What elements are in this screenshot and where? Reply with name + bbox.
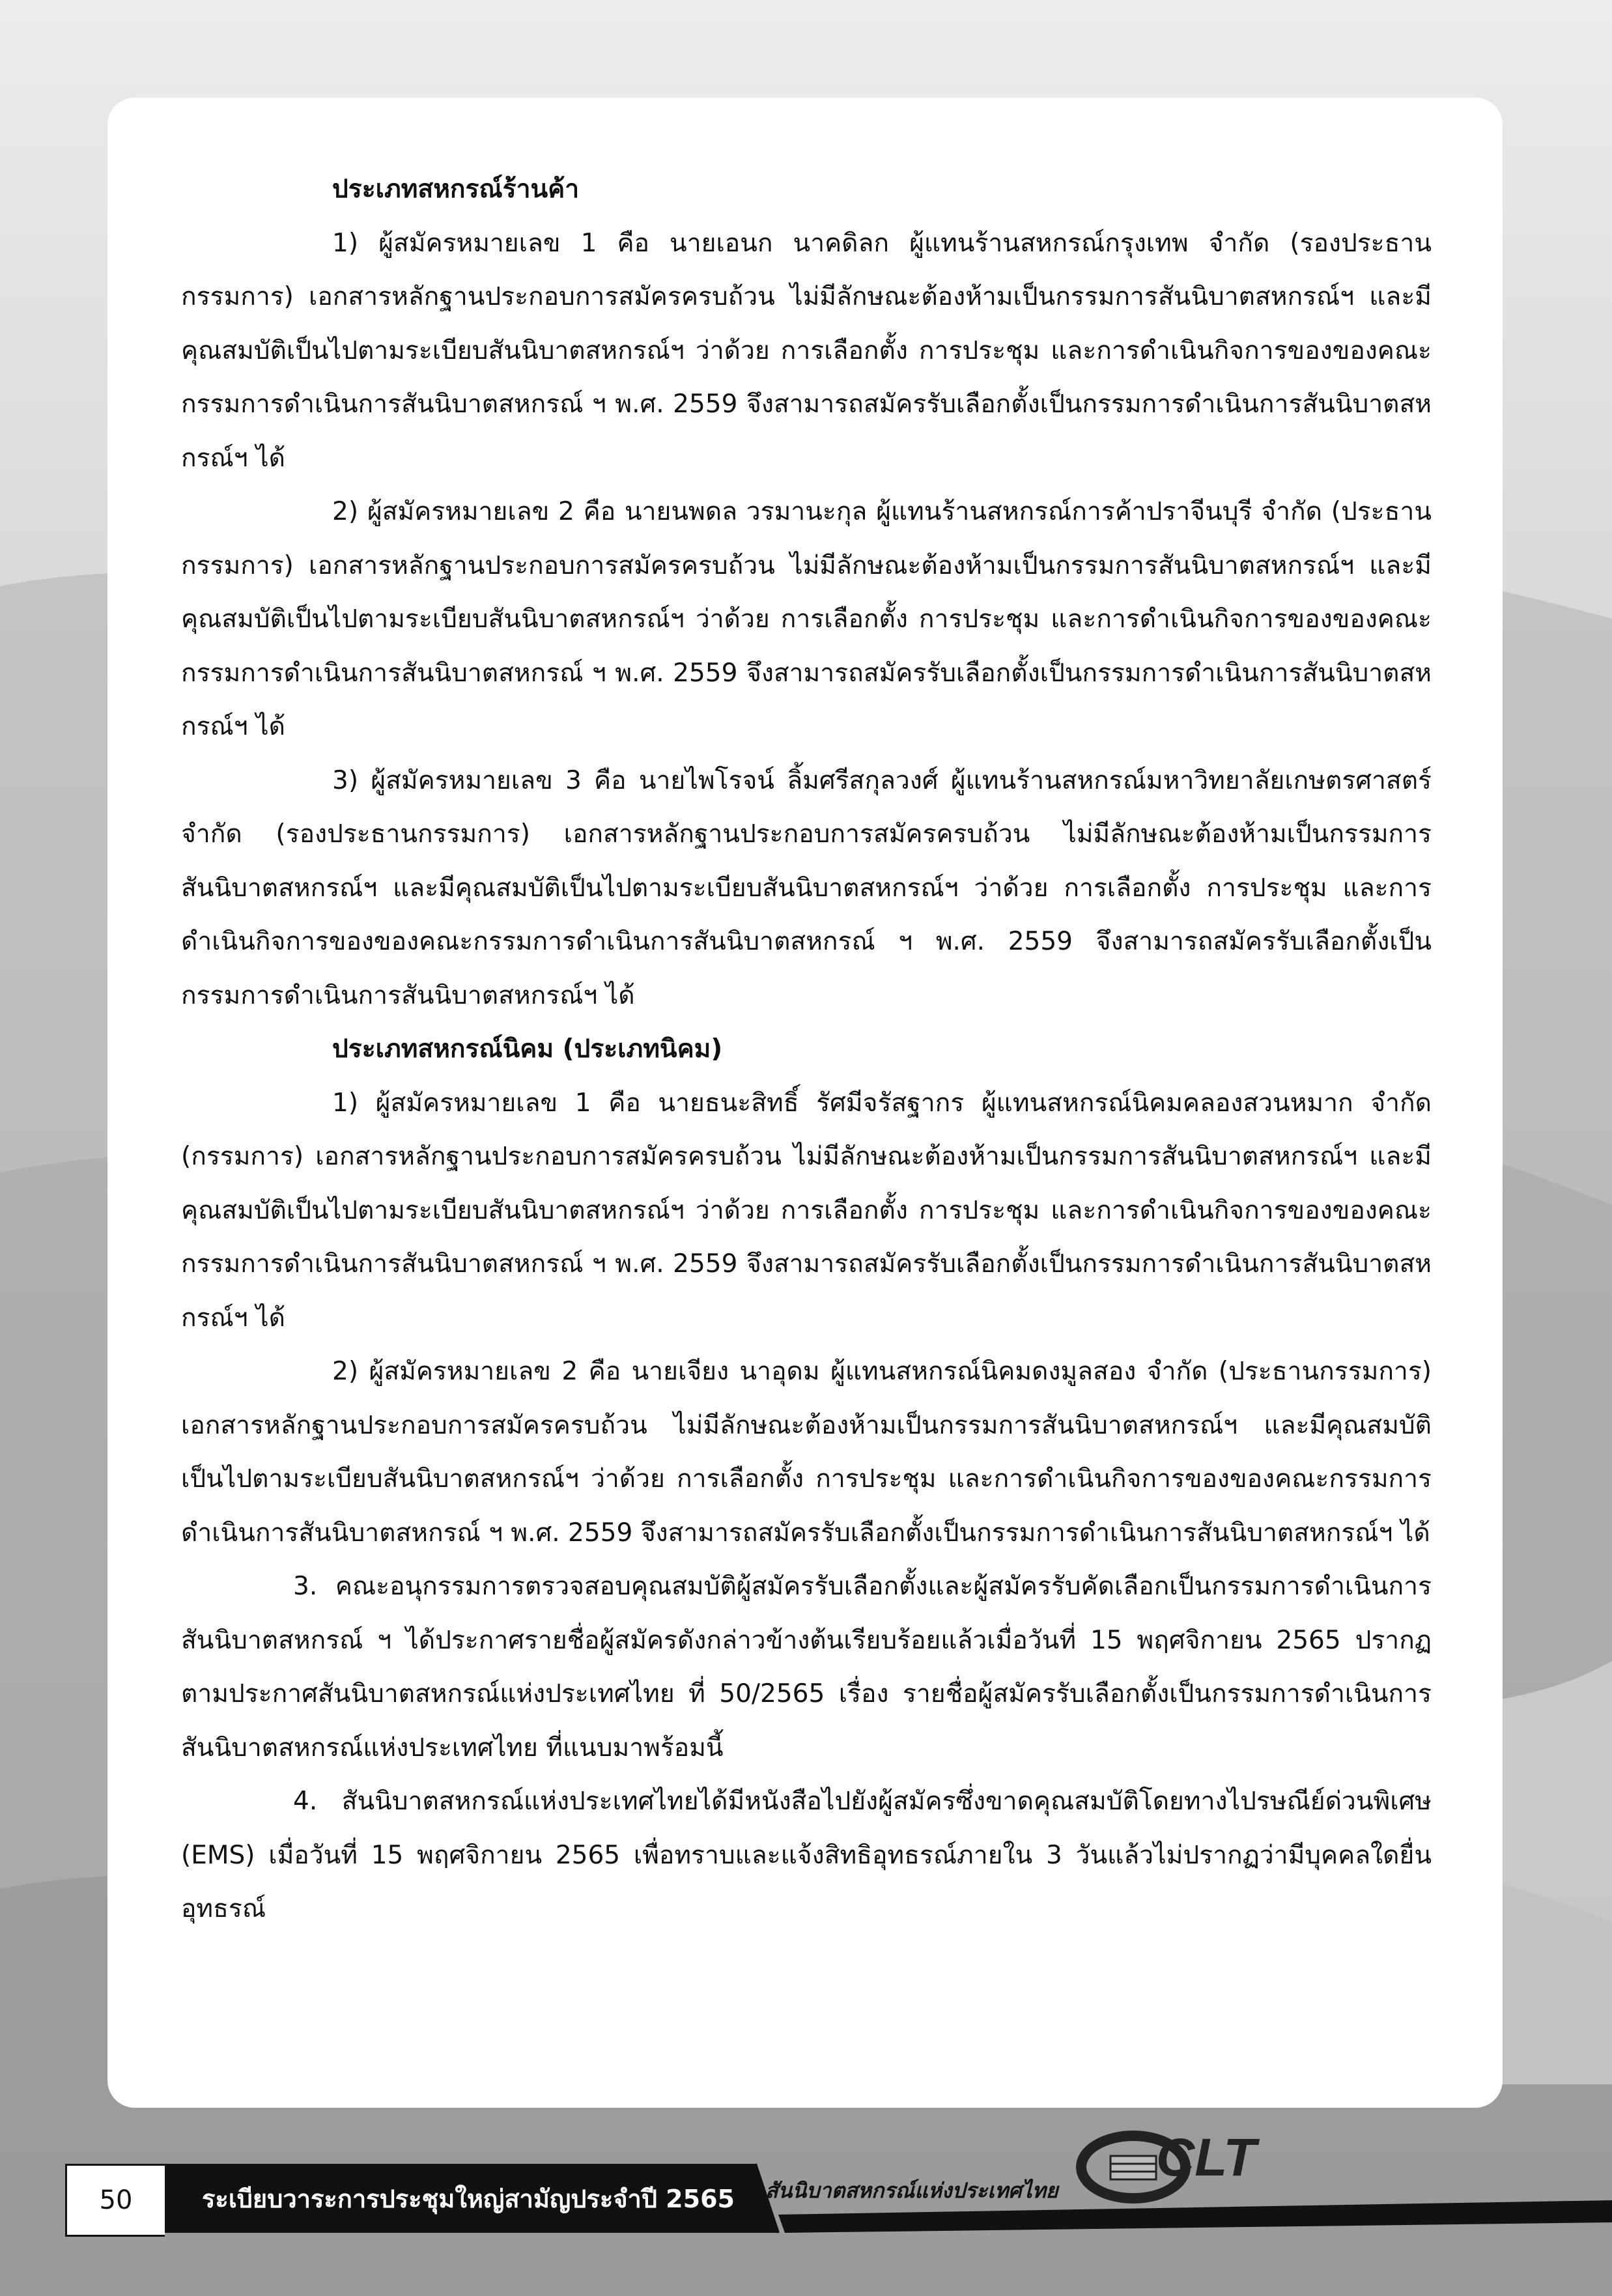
retail-candidate-3: 3) ผู้สมัครหมายเลข 3 คือ นายไพโรจน์ ลิ้มศรีสกุลวงศ์ ผู้แทนร้านสหกรณ์มหาวิทยาลัยเกษตรศาสตร์ จำกัด (รองประธานกรรมการ) เอกสารหลักฐานประกอบการสมัครครบถ้วน ไม่มีลักษณะต้องห้ามเป็นกรรมการสันนิบาตสหกรณ์ฯ และมีคุณสมบัติเป็นไปตามระเบียบสันนิบาตสหกรณ์ฯ ว่าด้วย การเลือกตั้ง การประชุม และการดำเนินกิจการของของคณะกรรมการดำเนินการสันนิบาตสหกรณ์ ฯ พ.ศ. 2559 จึงสามารถสมัครรับเลือกตั้งเป็นกรรมการดำเนินการสันนิบาตสหกรณ์ฯ ได้	[181, 765, 1432, 1010]
paragraph-item-4: 4. สันนิบาตสหกรณ์แห่งประเทศไทยได้มีหนังสือไปยังผู้สมัครซึ่งขาดคุณสมบัติโดยทางไปรษณีย์ด่วนพิเศษ (EMS) เมื่อวันที่ 15 พฤศจิกายน 2565 เพื่อทราบและแจ้งสิทธิอุทธรณ์ภายใน 3 วันแล้วไม่ปรากฏว่ามีบุคคลใดยื่นอุทธรณ์	[181, 1787, 1432, 1923]
page-number: 50	[65, 2164, 165, 2237]
clt-logo-icon	[1071, 2105, 1267, 2209]
settlement-candidate-1: 1) ผู้สมัครหมายเลข 1 คือ นายธนะสิทธิ์ รัศมีจรัสฐากร ผู้แทนสหกรณ์นิคมคลองสวนหมาก จำกัด (กรรมการ) เอกสารหลักฐานประกอบการสมัครครบถ้วน ไม่มีลักษณะต้องห้ามเป็นกรรมการสันนิบาตสหกรณ์ฯ และมีคุณสมบัติเป็นไปตามระเบียบสันนิบาตสหกรณ์ฯ ว่าด้วย การเลือกตั้ง การประชุม และการดำเนินกิจการของของคณะกรรมการดำเนินการสันนิบาตสหกรณ์ ฯ พ.ศ. 2559 จึงสามารถสมัครรับเลือกตั้งเป็นกรรมการดำเนินการสันนิบาตสหกรณ์ฯ ได้	[181, 1088, 1432, 1333]
settlement-candidate-2: 2) ผู้สมัครหมายเลข 2 คือ นายเจียง นาอุดม ผู้แทนสหกรณ์นิคมดงมูลสอง จำกัด (ประธานกรรมการ) เอกสารหลักฐานประกอบการสมัครครบถ้วน ไม่มีลักษณะต้องห้ามเป็นกรรมการสันนิบาตสหกรณ์ฯ และมีคุณสมบัติเป็นไปตามระเบียบสันนิบาตสหกรณ์ฯ ว่าด้วย การเลือกตั้ง การประชุม และการดำเนินกิจการของของคณะกรรมการดำเนินการสันนิบาตสหกรณ์ ฯ พ.ศ. 2559 จึงสามารถสมัครรับเลือกตั้งเป็นกรรมการดำเนินการสันนิบาตสหกรณ์ฯ ได้	[181, 1357, 1432, 1548]
organization-name: สันนิบาตสหกรณ์แห่งประเทศไทย	[765, 2177, 1058, 2203]
document-body	[181, 163, 1432, 1936]
retail-candidate-1: 1) ผู้สมัครหมายเลข 1 คือ นายเอนก นาคดิลก ผู้แทนร้านสหกรณ์กรุงเทพ จำกัด (รองประธานกรรมการ) เอกสารหลักฐานประกอบการสมัครครบถ้วน ไม่มีลักษณะต้องห้ามเป็นกรรมการสันนิบาตสหกรณ์ฯ และมีคุณสมบัติเป็นไปตามระเบียบสันนิบาตสหกรณ์ฯ ว่าด้วย การเลือกตั้ง การประชุม และการดำเนินกิจการของของคณะกรรมการดำเนินการสันนิบาตสหกรณ์ ฯ พ.ศ. 2559 จึงสามารถสมัครรับเลือกตั้งเป็นกรรมการดำเนินการสันนิบาตสหกรณ์ฯ ได้	[181, 228, 1432, 473]
settlement-section-heading: ประเภทสหกรณ์นิคม (ประเภทนิคม)	[332, 1034, 723, 1064]
logo-text: CLT	[1156, 2128, 1256, 2187]
retail-section-heading: ประเภทสหกรณ์ร้านค้า	[332, 175, 580, 204]
paragraph-item-3: 3. คณะอนุกรรมการตรวจสอบคุณสมบัติผู้สมัครรับเลือกตั้งและผู้สมัครรับคัดเลือกเป็นกรรมการดำเนินการสันนิบาตสหกรณ์ ฯ ได้ประกาศรายชื่อผู้สมัครดังกล่าวข้างต้นเรียบร้อยแล้วเมื่อวันที่ 15 พฤศจิกายน 2565 ปรากฏตามประกาศสันนิบาตสหกรณ์แห่งประเทศไทย ที่ 50/2565 เรื่อง รายชื่อผู้สมัครรับเลือกตั้งเป็นกรรมการดำเนินการสันนิบาตสหกรณ์แห่งประเทศไทย ที่แนบมาพร้อมนี้	[181, 1572, 1432, 1763]
document-title: ระเบียบวาระการประชุมใหญ่สามัญประจำปี 2565	[202, 2184, 735, 2213]
retail-candidate-2: 2) ผู้สมัครหมายเลข 2 คือ นายนพดล วรมานะกุล ผู้แทนร้านสหกรณ์การค้าปราจีนบุรี จำกัด (ประธานกรรมการ) เอกสารหลักฐานประกอบการสมัครครบถ้วน ไม่มีลักษณะต้องห้ามเป็นกรรมการสันนิบาตสหกรณ์ฯ และมีคุณสมบัติเป็นไปตามระเบียบสันนิบาตสหกรณ์ฯ ว่าด้วย การเลือกตั้ง การประชุม และการดำเนินกิจการของของคณะกรรมการดำเนินการสันนิบาตสหกรณ์ ฯ พ.ศ. 2559 จึงสามารถสมัครรับเลือกตั้งเป็นกรรมการดำเนินการสันนิบาตสหกรณ์ฯ ได้	[181, 497, 1432, 741]
